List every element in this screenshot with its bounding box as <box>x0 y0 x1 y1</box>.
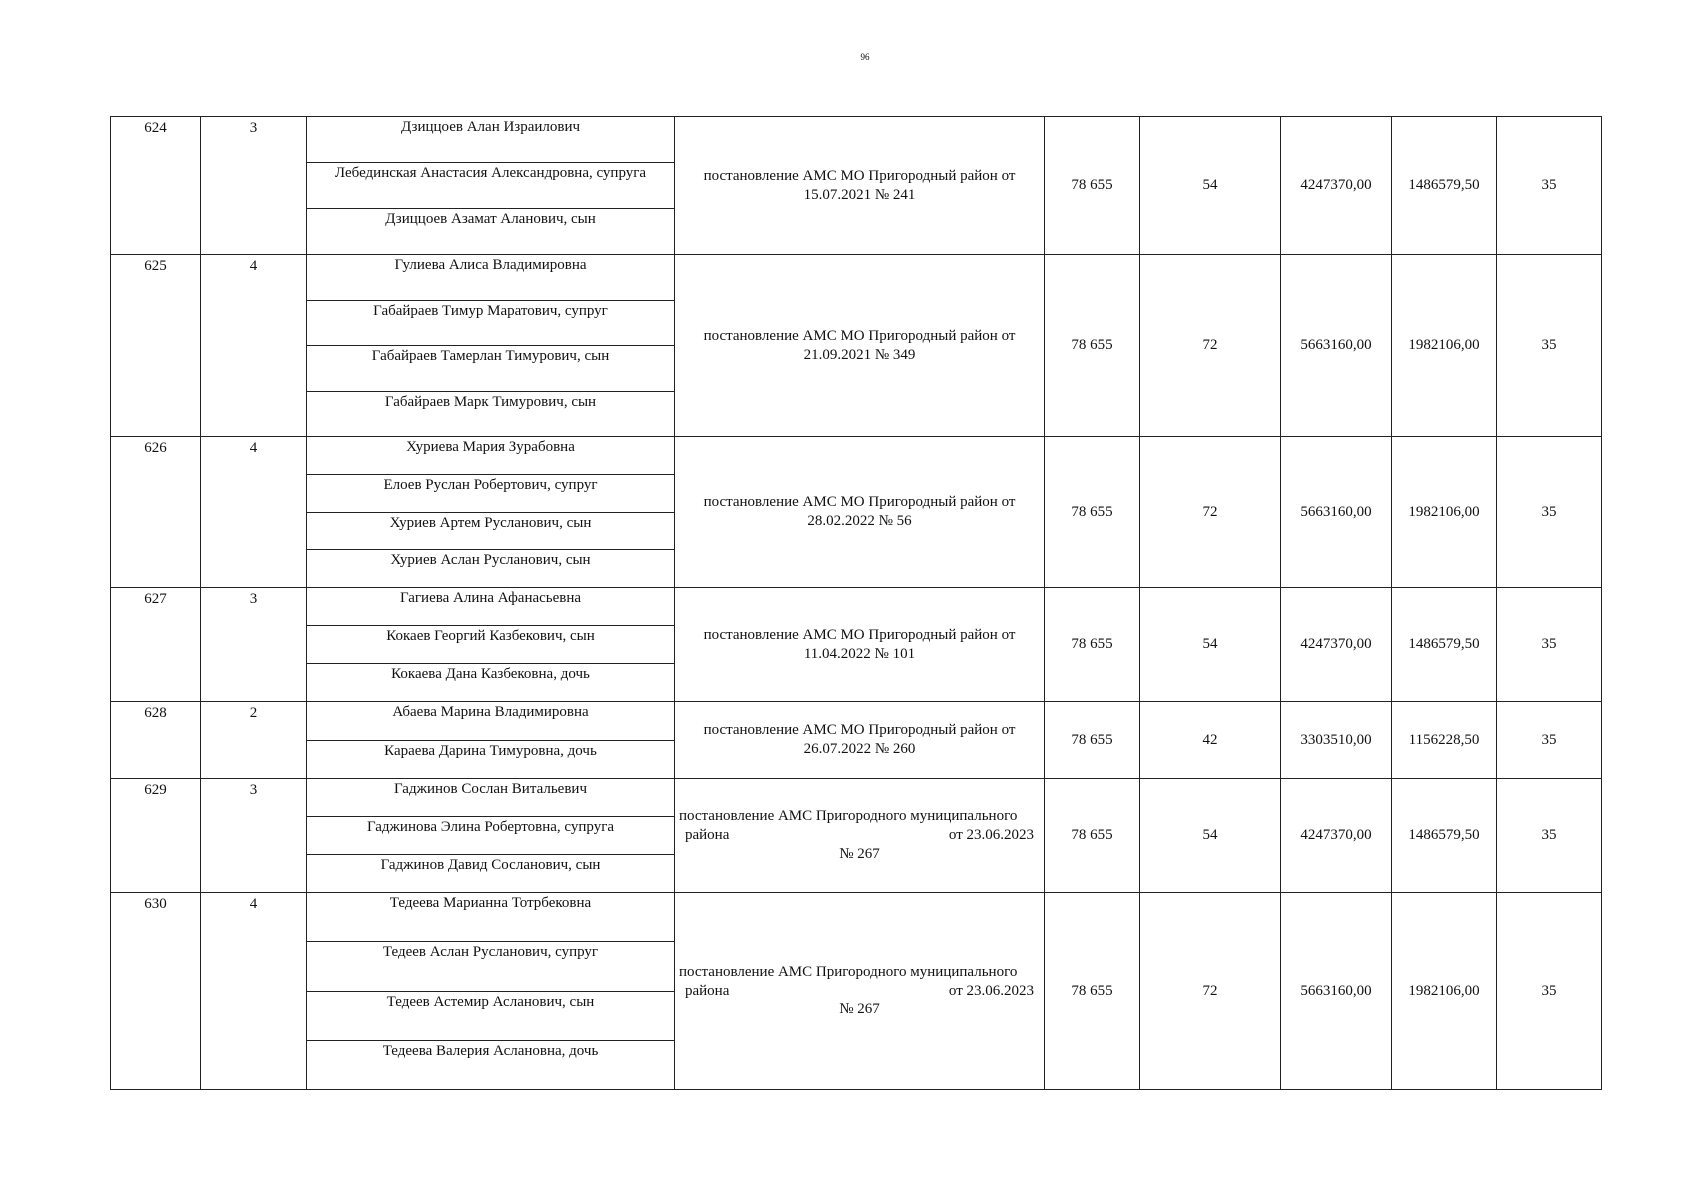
percent: 35 <box>1497 437 1602 588</box>
family-members-cell <box>307 437 675 588</box>
norm-cost: 78 655 <box>1045 255 1140 437</box>
percent: 35 <box>1497 588 1602 702</box>
decree-text: постановление АМС Пригородного муниципального <box>679 808 1018 825</box>
family-member: Тедеев Астемир Асланович, сын <box>307 991 674 1040</box>
family-member: Елоев Руслан Робертович, супруг <box>307 474 674 512</box>
family-members-cell <box>307 779 675 893</box>
family-member: Кокаева Дана Казбековна, дочь <box>307 663 674 701</box>
total-cost: 5663160,00 <box>1281 893 1392 1090</box>
table-row <box>111 588 1602 702</box>
family-member: Хуриев Артем Русланович, сын <box>307 512 674 550</box>
family-member: Тедеев Аслан Русланович, супруг <box>307 941 674 990</box>
row-number: 624 <box>111 117 201 255</box>
decree-number: № 267 <box>839 1001 880 1018</box>
decree-date: 28.02.2022 № 56 <box>807 513 912 529</box>
subsidy: 1982106,00 <box>1392 255 1497 437</box>
area: 54 <box>1140 588 1281 702</box>
family-member: Гагиева Алина Афанасьевна <box>399 590 582 606</box>
norm-cost: 78 655 <box>1045 893 1140 1090</box>
subsidy: 1486579,50 <box>1392 588 1497 702</box>
area: 54 <box>1140 117 1281 255</box>
family-size: 4 <box>201 437 307 588</box>
family-members-cell <box>307 117 675 255</box>
total-cost: 5663160,00 <box>1281 437 1392 588</box>
total-cost: 3303510,00 <box>1281 702 1392 779</box>
decree-text: постановление АМС МО Пригородный район от <box>703 626 1016 643</box>
family-members-cell <box>307 588 675 702</box>
row-number: 630 <box>111 893 201 1090</box>
family-size: 3 <box>201 779 307 893</box>
family-members-cell <box>307 255 675 437</box>
subsidy: 1982106,00 <box>1392 893 1497 1090</box>
total-cost: 4247370,00 <box>1281 117 1392 255</box>
decree-date: 15.07.2021 № 241 <box>803 186 916 203</box>
family-members-cell <box>307 893 675 1090</box>
table-row <box>111 117 1602 255</box>
percent: 35 <box>1497 255 1602 437</box>
page-number: 96 <box>860 52 870 62</box>
area: 72 <box>1140 437 1281 588</box>
family-member: Габайраев Тимур Маратович, супруг <box>307 300 674 346</box>
decree-cell <box>675 702 1045 779</box>
decree-cell <box>675 437 1045 588</box>
decree-cell <box>675 588 1045 702</box>
family-member: Абаева Марина Владимировна <box>392 704 589 720</box>
decree-text: постановление АМС МО Пригородный район от <box>703 494 1016 511</box>
row-number: 628 <box>111 702 201 779</box>
decree-date: от 23.06.2023 <box>948 982 1034 999</box>
decree-date: 26.07.2022 № 260 <box>803 741 916 757</box>
family-member: Хуриева Мария Зурабовна <box>406 439 575 455</box>
decree-district: района <box>685 827 730 844</box>
family-member: Габайраев Марк Тимурович, сын <box>307 391 674 437</box>
norm-cost: 78 655 <box>1045 779 1140 893</box>
row-number: 629 <box>111 779 201 893</box>
family-member: Дзиццоев Азамат Аланович, сын <box>307 208 674 254</box>
decree-cell <box>675 117 1045 255</box>
area: 54 <box>1140 779 1281 893</box>
family-member: Тедеева Валерия Аслановна, дочь <box>307 1040 674 1089</box>
decree-cell <box>675 255 1045 437</box>
table-row <box>111 779 1602 893</box>
row-number: 626 <box>111 437 201 588</box>
decree-date: 11.04.2022 № 101 <box>803 645 916 662</box>
row-number: 625 <box>111 255 201 437</box>
decree-cell <box>675 779 1045 893</box>
decree-text: постановление АМС МО Пригородный район от <box>703 327 1016 344</box>
norm-cost: 78 655 <box>1045 702 1140 779</box>
subsidy: 1156228,50 <box>1392 702 1497 779</box>
family-member: Гаджинов Сослан Витальевич <box>394 781 587 797</box>
family-member: Габайраев Тамерлан Тимурович, сын <box>307 345 674 391</box>
family-member: Лебединская Анастасия Александровна, супруга <box>307 162 674 208</box>
family-member: Дзиццоев Алан Израилович <box>400 119 581 135</box>
norm-cost: 78 655 <box>1045 437 1140 588</box>
family-member: Гаджинова Элина Робертовна, супруга <box>307 816 674 854</box>
total-cost: 4247370,00 <box>1281 779 1392 893</box>
table-row <box>111 255 1602 437</box>
family-member: Гаджинов Давид Сосланович, сын <box>307 854 674 892</box>
percent: 35 <box>1497 779 1602 893</box>
decree-text: постановление АМС МО Пригородный район от <box>703 167 1016 184</box>
percent: 35 <box>1497 117 1602 255</box>
decree-date: 21.09.2021 № 349 <box>803 346 916 363</box>
family-size: 2 <box>201 702 307 779</box>
family-member: Тедеева Марианна Тотрбековна <box>389 895 592 911</box>
decree-date: от 23.06.2023 <box>948 827 1034 844</box>
family-registry-table <box>110 116 1602 1090</box>
norm-cost: 78 655 <box>1045 117 1140 255</box>
decree-number: № 267 <box>839 845 880 862</box>
area: 72 <box>1140 255 1281 437</box>
table-row <box>111 702 1602 779</box>
subsidy: 1982106,00 <box>1392 437 1497 588</box>
family-member: Гулиева Алиса Владимировна <box>394 257 587 273</box>
table-row <box>111 437 1602 588</box>
area: 72 <box>1140 893 1281 1090</box>
total-cost: 4247370,00 <box>1281 588 1392 702</box>
family-members-cell <box>307 702 675 779</box>
decree-text: постановление АМС МО Пригородный район от <box>703 722 1016 739</box>
decree-cell <box>675 893 1045 1090</box>
decree-text: постановление АМС Пригородного муниципального <box>679 963 1018 980</box>
percent: 35 <box>1497 893 1602 1090</box>
decree-district: района <box>685 982 730 999</box>
family-member: Кокаев Георгий Казбекович, сын <box>307 625 674 663</box>
family-member: Хуриев Аслан Русланович, сын <box>307 549 674 587</box>
subsidy: 1486579,50 <box>1392 117 1497 255</box>
family-member: Караева Дарина Тимуровна, дочь <box>307 740 674 779</box>
percent: 35 <box>1497 702 1602 779</box>
family-size: 4 <box>201 893 307 1090</box>
family-size: 3 <box>201 588 307 702</box>
area: 42 <box>1140 702 1281 779</box>
total-cost: 5663160,00 <box>1281 255 1392 437</box>
family-size: 3 <box>201 117 307 255</box>
family-size: 4 <box>201 255 307 437</box>
table-row <box>111 893 1602 1090</box>
subsidy: 1486579,50 <box>1392 779 1497 893</box>
row-number: 627 <box>111 588 201 702</box>
norm-cost: 78 655 <box>1045 588 1140 702</box>
